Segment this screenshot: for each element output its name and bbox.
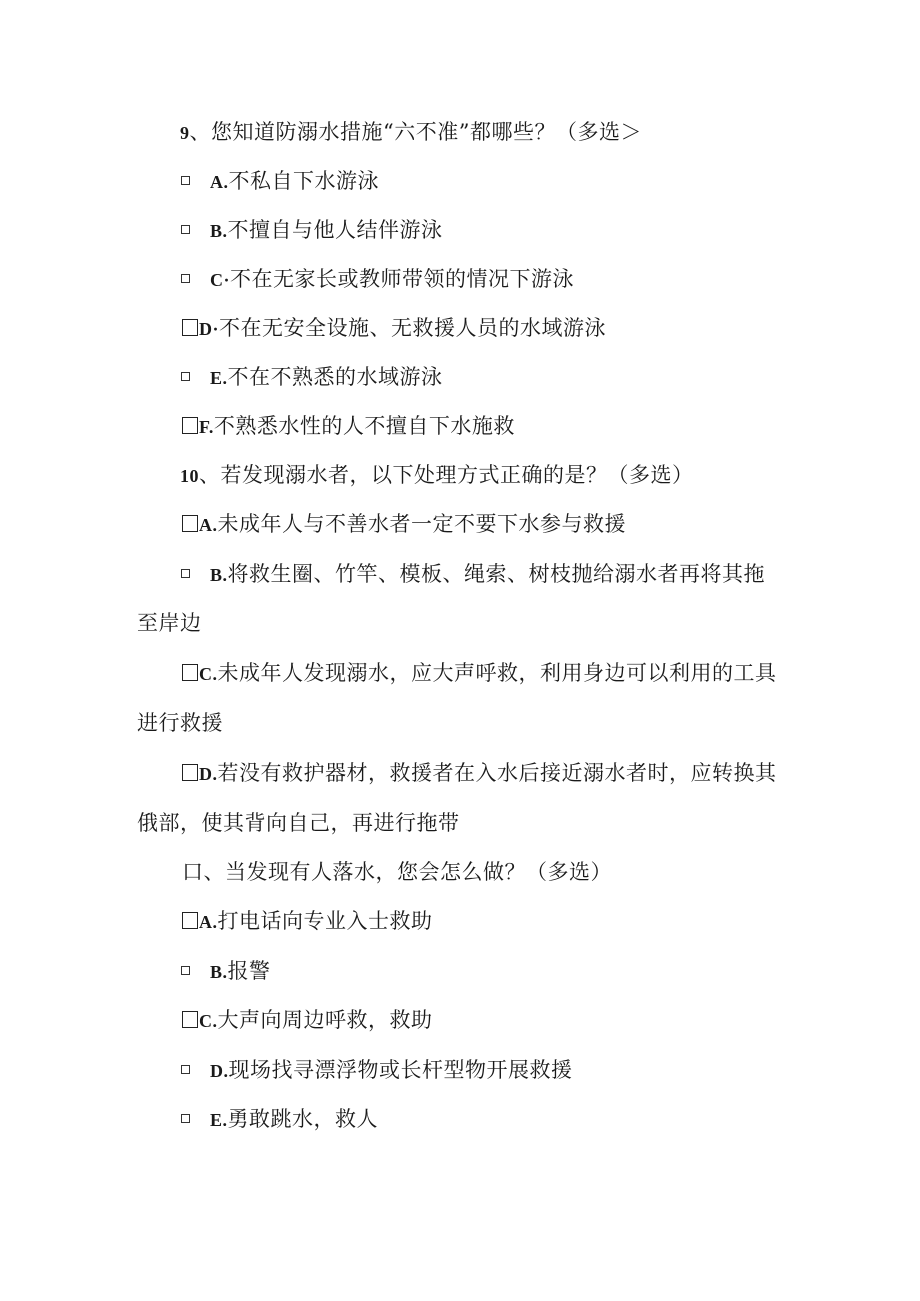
option-line (182, 313, 606, 344)
option-line (181, 1104, 378, 1135)
option-text: 不在无家长或教师带领的情况下游泳 (230, 267, 575, 291)
option-line (181, 264, 574, 295)
checkbox-icon[interactable] (182, 515, 198, 532)
option-continuation (137, 708, 223, 738)
option-letter: E. (210, 1110, 228, 1130)
option-letter: B. (210, 962, 228, 982)
question-number: 10 (180, 466, 199, 486)
question-text: 口、当发现有人落水，您会怎么做？（多选） (182, 860, 612, 884)
checkbox-icon[interactable] (181, 966, 190, 975)
question-11-title (182, 857, 612, 887)
option-text: 俄部，使其背向自己，再进行拖带 (137, 811, 460, 835)
option-letter: F. (199, 417, 214, 437)
option-line (181, 559, 765, 590)
option-letter: D· (199, 319, 220, 339)
option-line (182, 509, 626, 540)
option-text: 打电话向专业入士救助 (217, 909, 433, 933)
checkbox-icon[interactable] (181, 225, 190, 234)
option-letter: D. (210, 1061, 229, 1081)
checkbox-icon[interactable] (181, 569, 190, 578)
checkbox-icon[interactable] (182, 764, 198, 781)
option-text: 将救生圈、竹竿、模板、绳索、树枝抛给溺水者再将其拖 (227, 562, 766, 586)
checkbox-icon[interactable] (182, 319, 198, 336)
option-line (181, 166, 379, 197)
checkbox-icon[interactable] (181, 372, 190, 381)
option-letter: B. (210, 221, 228, 241)
question-9-title (180, 117, 642, 148)
option-text: 报警 (227, 959, 271, 983)
option-letter: C. (199, 1011, 218, 1031)
option-line (181, 215, 443, 246)
option-text: 至岸边 (137, 611, 202, 635)
option-letter: A. (210, 172, 229, 192)
option-text: 进行救援 (137, 711, 223, 735)
checkbox-icon[interactable] (182, 1011, 198, 1028)
option-text: 现场找寻漂浮物或长杆型物开展救援 (228, 1058, 573, 1082)
option-line (182, 658, 777, 689)
question-text: 、若发现溺水者，以下处理方式正确的是？（多选） (199, 463, 694, 487)
option-continuation (137, 808, 460, 838)
question-number: 9 (180, 123, 190, 143)
option-text: 未成年人发现溺水，应大声呼救，利用身边可以利用的工具 (217, 661, 777, 685)
option-continuation (137, 608, 202, 638)
option-letter: C. (199, 664, 218, 684)
checkbox-icon[interactable] (181, 274, 190, 283)
option-line (181, 362, 443, 393)
option-line (181, 956, 271, 987)
option-letter: C· (210, 270, 231, 290)
checkbox-icon[interactable] (181, 1065, 190, 1074)
question-10-title (180, 460, 694, 491)
option-letter: B. (210, 565, 228, 585)
option-letter: A. (199, 912, 218, 932)
option-text: 不擅自与他人结伴游泳 (227, 218, 443, 242)
option-text: 未成年人与不善水者一定不要下水参与救援 (217, 512, 626, 536)
option-line (182, 411, 515, 442)
checkbox-icon[interactable] (182, 417, 198, 434)
option-text: 大声向周边呼救，救助 (217, 1008, 433, 1032)
option-text: 勇敢跳水，救人 (227, 1107, 379, 1131)
option-line (182, 906, 433, 937)
option-letter: A. (199, 515, 218, 535)
option-text: 不熟悉水性的人不擅自下水施救 (213, 414, 515, 438)
checkbox-icon[interactable] (182, 912, 198, 929)
checkbox-icon[interactable] (181, 176, 190, 185)
option-text: 不在不熟悉的水域游泳 (227, 365, 443, 389)
option-line (182, 758, 777, 789)
option-line (181, 1055, 573, 1086)
question-text: 、您知道防溺水措施“六不准”都哪些？（多选＞ (189, 120, 642, 144)
checkbox-icon[interactable] (181, 1114, 190, 1123)
option-letter: E. (210, 368, 228, 388)
option-text: 不在无安全设施、无救援人员的水域游泳 (219, 316, 607, 340)
option-letter: D. (199, 764, 218, 784)
option-text: 若没有救护器材，救援者在入水后接近溺水者时，应转换其 (217, 761, 777, 785)
option-line (182, 1005, 433, 1036)
option-text: 不私自下水游泳 (228, 169, 379, 193)
checkbox-icon[interactable] (182, 664, 198, 681)
